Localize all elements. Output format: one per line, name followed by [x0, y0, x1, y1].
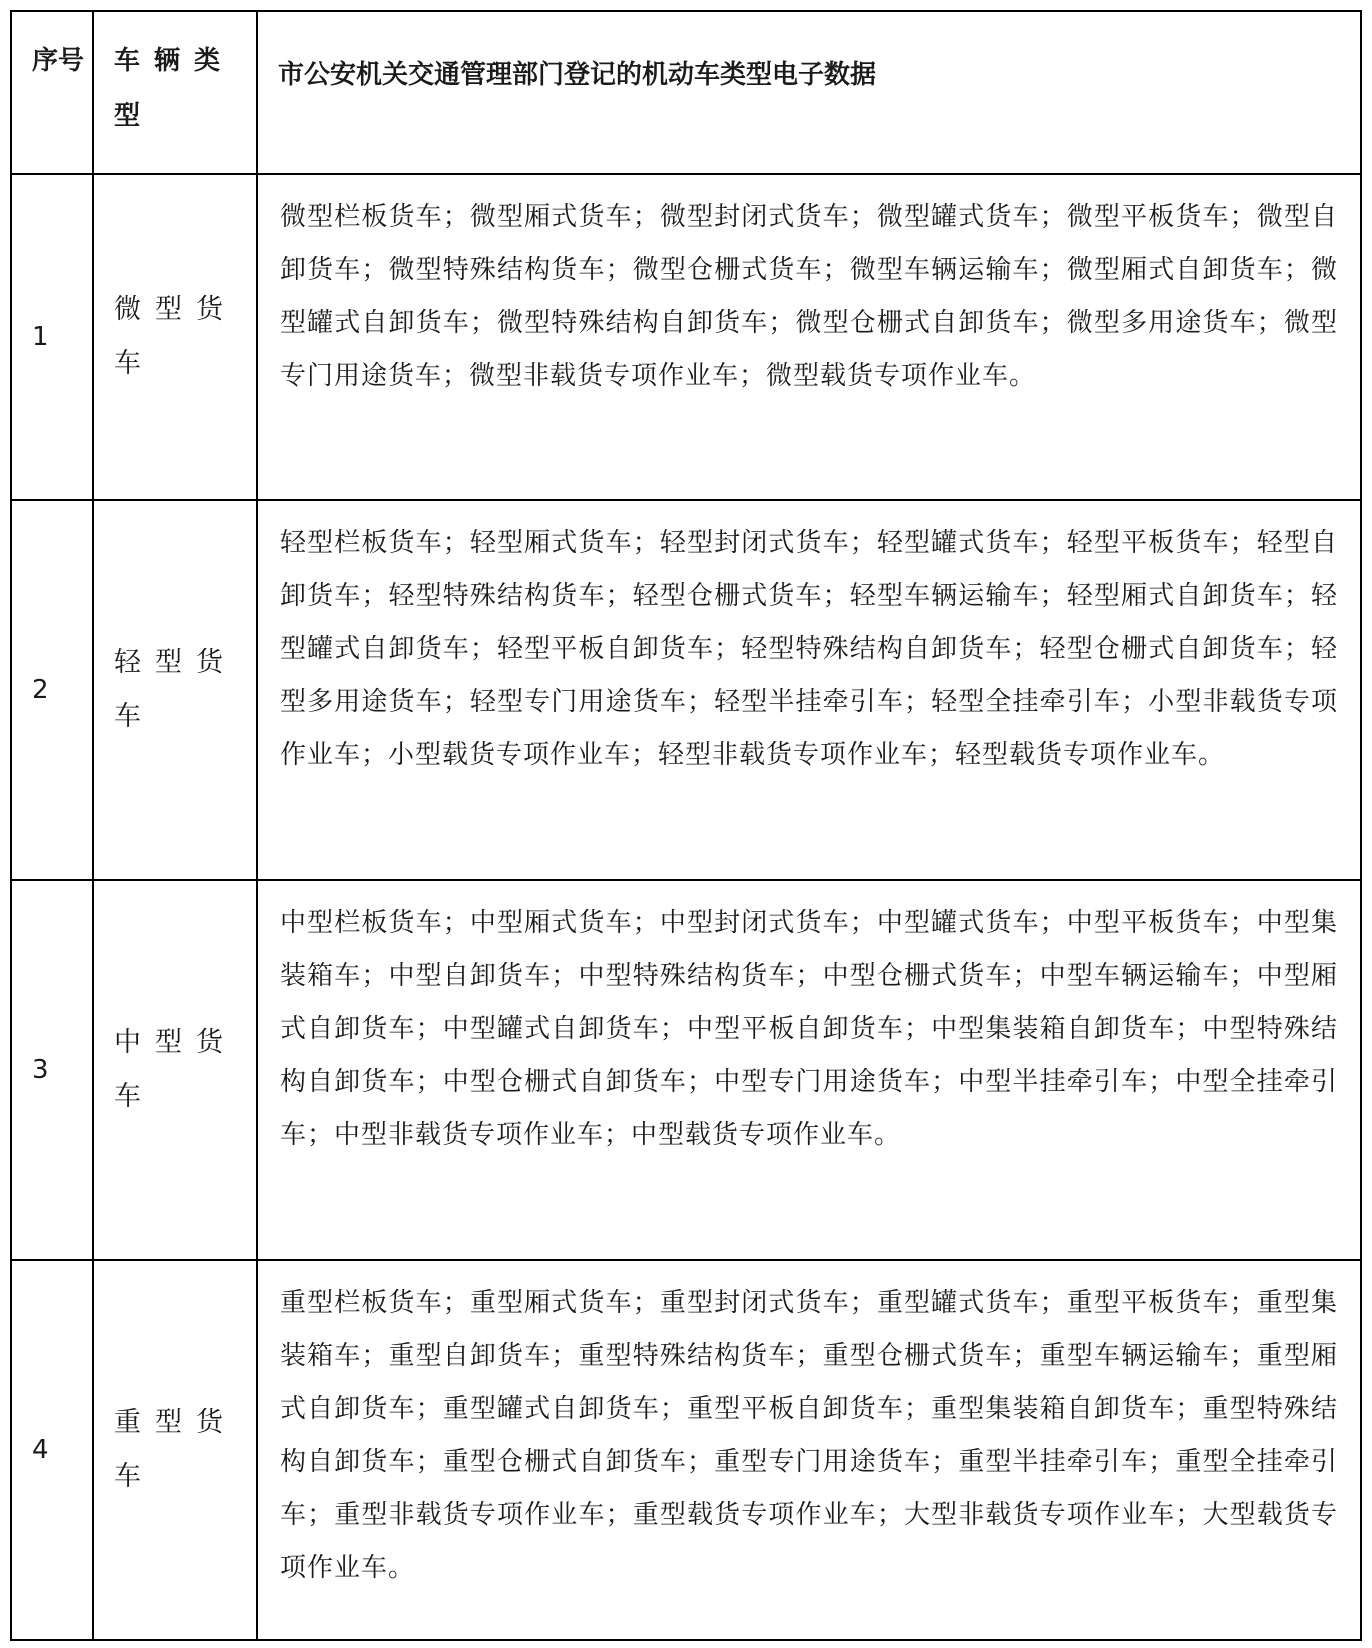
table-row: [11, 500, 1361, 880]
row-vehicle-type: 轻型货车: [93, 500, 257, 880]
row-vehicle-type: 中型货车: [93, 880, 257, 1260]
row-vehicle-type: 微型货车: [93, 174, 257, 500]
row-vehicle-type: 重型货车: [93, 1260, 257, 1640]
table-header-row: [11, 11, 1361, 174]
header-seq: 序号: [11, 11, 93, 174]
table-row: [11, 174, 1361, 500]
row-seq: 2: [11, 500, 93, 880]
header-vehicle-type: 车辆类型: [93, 11, 257, 174]
row-description: 重型栏板货车；重型厢式货车；重型封闭式货车；重型罐式货车；重型平板货车；重型集装箱车；重型自卸货车；重型特殊结构货车；重型仓栅式货车；重型车辆运输车；重型厢式自卸货车；重型罐式自卸货车；重型平板自卸货车；重型集装箱自卸货车；重型特殊结构自卸货车；重型仓栅式自卸货车；重型专门用途货车；重型半挂牵引车；重型全挂牵引车；重型非载货专项作业车；重型载货专项作业车；大型非载货专项作业车；大型载货专项作业车。: [257, 1260, 1361, 1640]
row-description: 微型栏板货车；微型厢式货车；微型封闭式货车；微型罐式货车；微型平板货车；微型自卸货车；微型特殊结构货车；微型仓栅式货车；微型车辆运输车；微型厢式自卸货车；微型罐式自卸货车；微型特殊结构自卸货车；微型仓栅式自卸货车；微型多用途货车；微型专门用途货车；微型非载货专项作业车；微型载货专项作业车。: [257, 174, 1361, 500]
row-description: 中型栏板货车；中型厢式货车；中型封闭式货车；中型罐式货车；中型平板货车；中型集装箱车；中型自卸货车；中型特殊结构货车；中型仓栅式货车；中型车辆运输车；中型厢式自卸货车；中型罐式自卸货车；中型平板自卸货车；中型集装箱自卸货车；中型特殊结构自卸货车；中型仓栅式自卸货车；中型专门用途货车；中型半挂牵引车；中型全挂牵引车；中型非载货专项作业车；中型载货专项作业车。: [257, 880, 1361, 1260]
row-seq: 4: [11, 1260, 93, 1640]
table-row: [11, 880, 1361, 1260]
vehicle-type-table: [10, 10, 1362, 1641]
row-seq: 3: [11, 880, 93, 1260]
header-description: 市公安机关交通管理部门登记的机动车类型电子数据: [257, 11, 1361, 174]
row-description: 轻型栏板货车；轻型厢式货车；轻型封闭式货车；轻型罐式货车；轻型平板货车；轻型自卸货车；轻型特殊结构货车；轻型仓栅式货车；轻型车辆运输车；轻型厢式自卸货车；轻型罐式自卸货车；轻型平板自卸货车；轻型特殊结构自卸货车；轻型仓栅式自卸货车；轻型多用途货车；轻型专门用途货车；轻型半挂牵引车；轻型全挂牵引车；小型非载货专项作业车；小型载货专项作业车；轻型非载货专项作业车；轻型载货专项作业车。: [257, 500, 1361, 880]
table-row: [11, 1260, 1361, 1640]
row-seq: 1: [11, 174, 93, 500]
